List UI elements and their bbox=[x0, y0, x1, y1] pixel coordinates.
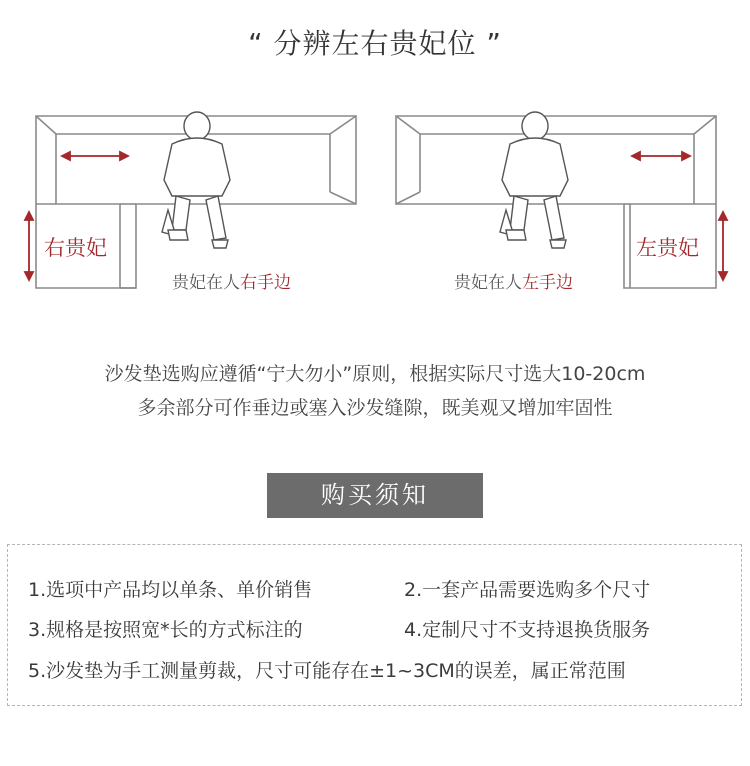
left-chaise-caption bbox=[454, 268, 573, 293]
notice-item: 3.规格是按照宽*长的方式标注的 bbox=[28, 619, 303, 641]
description-line-1: 沙发垫选购应遵循“宁大勿小”原则，根据实际尺寸选大10-20cm bbox=[104, 363, 646, 385]
page-title: “ 分辨左右贵妃位 ” bbox=[248, 27, 502, 60]
notice-item: 1.选项中产品均以单条、单价销售 bbox=[28, 579, 313, 601]
right-chaise-label: 右贵妃 bbox=[44, 236, 107, 260]
caption-prefix: 贵妃在人 bbox=[172, 273, 240, 293]
caption-highlight: 右手边 bbox=[240, 273, 291, 293]
caption-prefix: 贵妃在人 bbox=[454, 273, 522, 293]
description-line-2: 多余部分可作垂边或塞入沙发缝隙，既美观又增加牢固性 bbox=[137, 397, 613, 419]
notice-item: 4.定制尺寸不支持退换货服务 bbox=[404, 619, 651, 641]
right-chaise-caption bbox=[172, 268, 291, 293]
caption-highlight: 左手边 bbox=[522, 273, 573, 293]
sofa-diagram-right-chaise bbox=[0, 100, 370, 300]
purchase-notice-banner: 购买须知 bbox=[267, 473, 483, 518]
notice-box bbox=[7, 544, 742, 706]
seated-person-figure bbox=[500, 112, 568, 248]
seated-person-figure bbox=[162, 112, 230, 248]
left-chaise-label: 左贵妃 bbox=[636, 236, 699, 260]
notice-item: 5.沙发垫为手工测量剪裁，尺寸可能存在±1~3CM的误差，属正常范围 bbox=[28, 660, 626, 682]
notice-item: 2.一套产品需要选购多个尺寸 bbox=[404, 579, 651, 601]
sofa-diagram-left-chaise bbox=[380, 100, 750, 300]
